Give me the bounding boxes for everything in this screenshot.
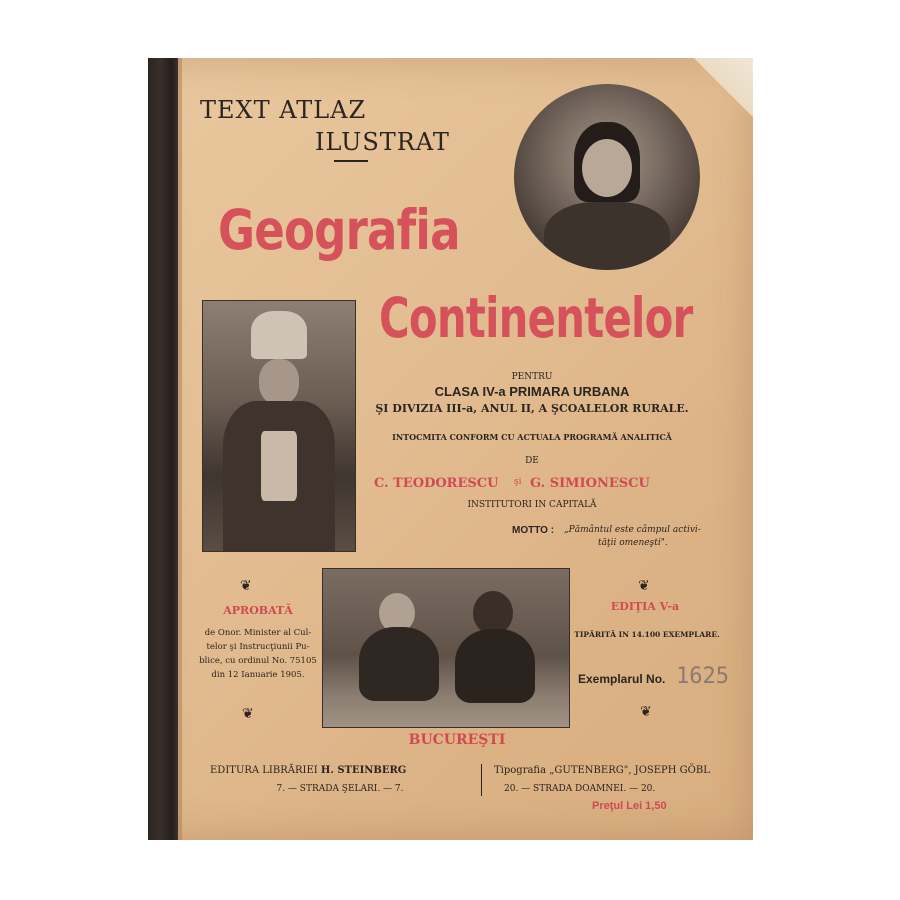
printer-line-2: 20. — STRADA DOAMNEI. — 20. <box>504 784 656 794</box>
header-line-2: ILUSTRAT <box>315 128 450 156</box>
fleuron-left-bottom: ❦ <box>242 706 254 722</box>
approval-line-2: telor şi Instrucţiunii Pu- <box>206 642 310 652</box>
approval-title: APROBATĂ <box>223 604 293 617</box>
institutori-line: INSTITUTORI IN CAPITALĂ <box>467 500 597 510</box>
fleuron-left-top: ❦ <box>240 578 252 594</box>
city-name: BUCUREŞTI <box>408 732 506 748</box>
title-line-1: Geografia <box>218 198 460 262</box>
author-1: C. TEODORESCU <box>374 476 499 491</box>
book-spine <box>148 58 178 840</box>
header-ornament <box>334 160 368 162</box>
author-conjunction: şi <box>514 477 522 487</box>
motto-line-2: tăţii omeneşti". <box>598 538 668 548</box>
header-line-1: TEXT ATLAZ <box>200 96 367 124</box>
compiled-line: INTOCMITA CONFORM CU ACTUALA PROGRAMĂ ANALITICĂ <box>392 432 672 442</box>
title-line-2: Continentelor <box>379 286 693 350</box>
portrait-photo-circle <box>514 84 700 270</box>
author-2: G. SIMIONESCU <box>530 476 650 491</box>
torn-corner <box>683 58 753 118</box>
approval-line-3: blice, cu ordinul No. 75105 <box>199 656 317 666</box>
approval-line-4: din 12 Ianuarie 1905. <box>211 670 305 680</box>
motto-line-1: „Pământul este câmpul activi- <box>564 525 701 535</box>
copy-number-handwritten: 1625 <box>676 664 729 689</box>
publisher-left-line-2: 7. — STRADA ŞELARI. — 7. <box>276 784 404 794</box>
printer-line-1: Tipografia „GUTENBERG", JOSEPH GÖBL <box>494 765 710 776</box>
publisher-prefix: EDITURA LIBRĂRIEI <box>210 765 318 776</box>
motto-label: MOTTO : <box>512 525 555 536</box>
de-label: DE <box>525 456 539 466</box>
edition-title: EDIŢIA V-a <box>610 600 680 613</box>
group-photo-bottom <box>322 568 570 728</box>
publisher-left-line-1 <box>210 765 406 776</box>
publisher-name: H. STEINBERG <box>320 765 407 776</box>
approval-line-1: de Onor. Minister al Cul- <box>204 628 312 638</box>
printed-line: TIPĂRITĂ IN 14.100 EXEMPLARE. <box>574 630 720 639</box>
copy-label: Exemplarul No. <box>578 672 666 686</box>
fleuron-right-top: ❦ <box>638 578 650 594</box>
price-label: Preţul Lei 1,50 <box>592 800 667 812</box>
book-cover <box>148 58 753 840</box>
pentru-label: PENTRU <box>511 372 553 382</box>
class-line: CLASA IV-a PRIMARA URBANA <box>434 384 630 399</box>
fleuron-right-bottom: ❦ <box>640 704 652 720</box>
publisher-divider <box>481 764 482 796</box>
spine-edge <box>178 58 182 840</box>
portrait-photo-left <box>202 300 356 552</box>
division-line: ŞI DIVIZIA III-a, ANUL II, A ŞCOALELOR RURALE. <box>375 402 689 415</box>
